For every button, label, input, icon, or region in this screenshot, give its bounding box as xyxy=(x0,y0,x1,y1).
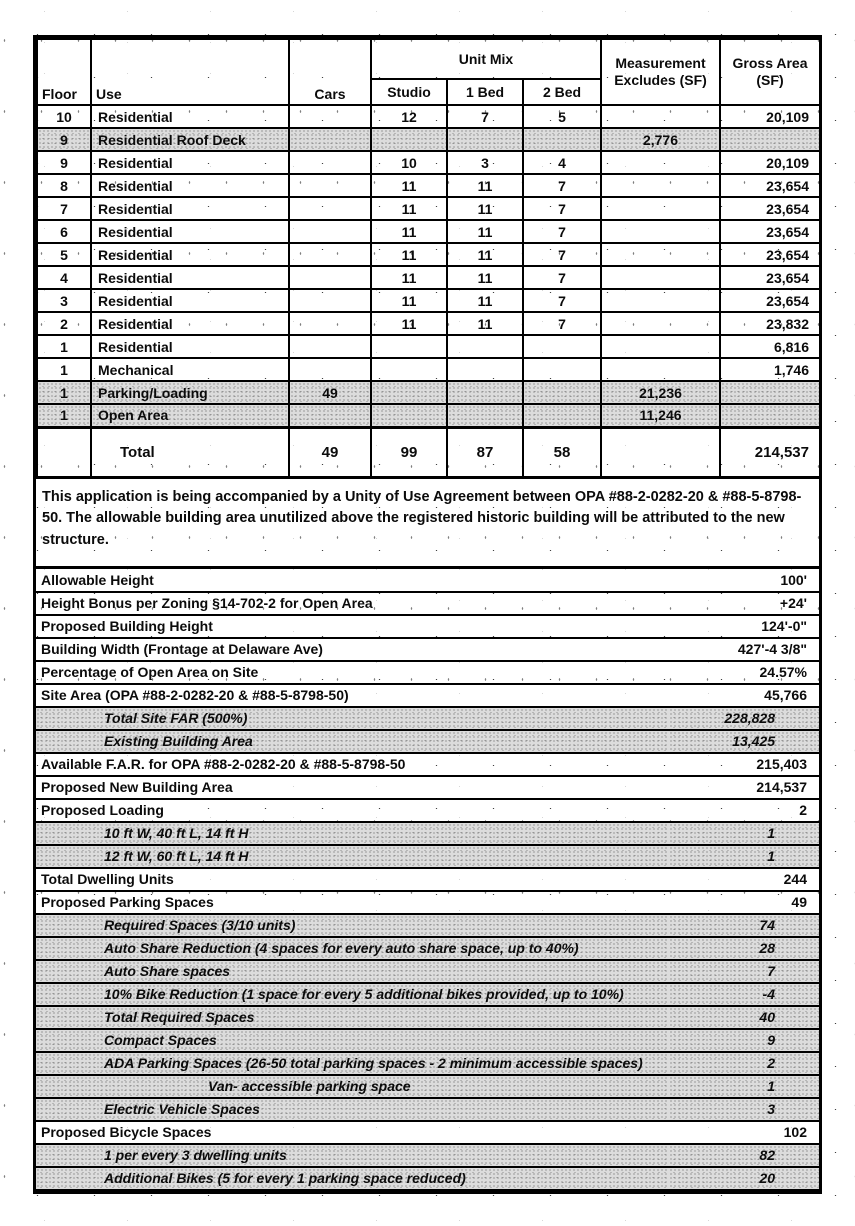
summary-row xyxy=(36,1121,819,1144)
summary-value: +24' xyxy=(669,592,819,615)
one-bed-cell: 11 xyxy=(447,312,523,335)
floor-cell: 1 xyxy=(37,381,91,404)
total-excludes xyxy=(601,427,720,477)
excludes-cell: 2,776 xyxy=(601,128,720,151)
gross-area-cell: 23,654 xyxy=(720,220,820,243)
floor-cell: 9 xyxy=(37,151,91,174)
use-cell: Residential xyxy=(91,220,289,243)
summary-label: Height Bonus per Zoning §14-702-2 for Open Area xyxy=(36,592,669,615)
floor-row xyxy=(37,266,820,289)
two-bed-cell: 7 xyxy=(523,220,601,243)
two-bed-cell: 5 xyxy=(523,105,601,128)
summary-value: 49 xyxy=(669,891,819,914)
summary-value: 2 xyxy=(669,799,819,822)
floor-row xyxy=(37,358,820,381)
gross-area-cell: 23,832 xyxy=(720,312,820,335)
summary-row xyxy=(36,891,819,914)
summary-label: 10% Bike Reduction (1 space for every 5 additional bikes provided, up to 10%) xyxy=(36,983,669,1006)
cars-cell: 49 xyxy=(289,381,371,404)
summary-row xyxy=(36,638,819,661)
summary-row xyxy=(36,1144,819,1167)
summary-row xyxy=(36,1029,819,1052)
studio-cell: 11 xyxy=(371,220,447,243)
floor-row xyxy=(37,197,820,220)
cars-cell xyxy=(289,220,371,243)
summary-row xyxy=(36,615,819,638)
use-cell: Residential xyxy=(91,197,289,220)
use-cell: Residential xyxy=(91,335,289,358)
summary-value: 228,828 xyxy=(669,707,819,730)
floor-cell: 8 xyxy=(37,174,91,197)
studio-cell: 11 xyxy=(371,197,447,220)
summary-row xyxy=(36,1006,819,1029)
summary-value: 2 xyxy=(669,1052,819,1075)
one-bed-cell: 11 xyxy=(447,220,523,243)
summary-value: 13,425 xyxy=(669,730,819,753)
zoning-summary-table xyxy=(36,569,819,1191)
summary-label: 10 ft W, 40 ft L, 14 ft H xyxy=(36,822,669,845)
one-bed-cell: 3 xyxy=(447,151,523,174)
total-two-bed: 58 xyxy=(523,427,601,477)
summary-row xyxy=(36,1052,819,1075)
col-header-use: Use xyxy=(91,39,289,105)
two-bed-cell xyxy=(523,404,601,427)
use-cell: Residential xyxy=(91,105,289,128)
summary-label: Total Required Spaces xyxy=(36,1006,669,1029)
summary-row xyxy=(36,822,819,845)
studio-cell: 11 xyxy=(371,312,447,335)
summary-row xyxy=(36,937,819,960)
floor-cell xyxy=(37,427,91,477)
cars-cell xyxy=(289,128,371,151)
cars-cell xyxy=(289,312,371,335)
summary-row xyxy=(36,707,819,730)
floor-cell: 3 xyxy=(37,289,91,312)
summary-row xyxy=(36,983,819,1006)
summary-label: Electric Vehicle Spaces xyxy=(36,1098,669,1121)
summary-row xyxy=(36,776,819,799)
studio-cell xyxy=(371,358,447,381)
summary-value: 1 xyxy=(669,822,819,845)
summary-row xyxy=(36,845,819,868)
one-bed-cell: 7 xyxy=(447,105,523,128)
measurement-header-line1: Measurement xyxy=(615,54,706,71)
summary-value: 124'-0" xyxy=(669,615,819,638)
summary-row xyxy=(36,753,819,776)
summary-label: Allowable Height xyxy=(36,569,669,592)
summary-value: 102 xyxy=(669,1121,819,1144)
use-cell: Residential xyxy=(91,266,289,289)
gross-area-cell: 20,109 xyxy=(720,151,820,174)
summary-label: Total Dwelling Units xyxy=(36,868,669,891)
summary-value: 215,403 xyxy=(669,753,819,776)
two-bed-cell: 7 xyxy=(523,312,601,335)
floor-row xyxy=(37,335,820,358)
two-bed-cell: 4 xyxy=(523,151,601,174)
summary-label: Proposed Bicycle Spaces xyxy=(36,1121,669,1144)
col-header-cars: Cars xyxy=(289,39,371,105)
two-bed-cell xyxy=(523,358,601,381)
studio-cell xyxy=(371,381,447,404)
summary-label: Existing Building Area xyxy=(36,730,669,753)
use-cell: Residential xyxy=(91,151,289,174)
floor-cell: 1 xyxy=(37,404,91,427)
gross-area-cell: 23,654 xyxy=(720,243,820,266)
cars-cell xyxy=(289,335,371,358)
floor-cell: 2 xyxy=(37,312,91,335)
gross-area-cell: 20,109 xyxy=(720,105,820,128)
floor-cell: 5 xyxy=(37,243,91,266)
two-bed-cell xyxy=(523,335,601,358)
gross-area-cell xyxy=(720,381,820,404)
excludes-cell: 11,246 xyxy=(601,404,720,427)
summary-row xyxy=(36,1167,819,1190)
summary-label: Van- accessible parking space xyxy=(36,1075,669,1098)
studio-cell xyxy=(371,335,447,358)
floor-row xyxy=(37,174,820,197)
summary-value: 82 xyxy=(669,1144,819,1167)
summary-row xyxy=(36,914,819,937)
gross-area-cell: 6,816 xyxy=(720,335,820,358)
use-cell: Residential xyxy=(91,289,289,312)
summary-value: 1 xyxy=(669,1075,819,1098)
floor-row xyxy=(37,220,820,243)
unity-of-use-note: This application is being accompanied by a Unity of Use Agreement between OPA #88-2-0282-20 & #88-5-8798-50. The allowable building area unutilized above the registered historic building will be attributed to the new structure. xyxy=(36,479,819,569)
summary-label: Compact Spaces xyxy=(36,1029,669,1052)
summary-row xyxy=(36,868,819,891)
excludes-cell xyxy=(601,220,720,243)
summary-row xyxy=(36,960,819,983)
cars-cell xyxy=(289,174,371,197)
summary-label: ADA Parking Spaces (26-50 total parking spaces - 2 minimum accessible spaces) xyxy=(36,1052,669,1075)
summary-row xyxy=(36,799,819,822)
excludes-cell xyxy=(601,151,720,174)
floor-row xyxy=(37,243,820,266)
gross-area-cell xyxy=(720,128,820,151)
summary-value: 24.57% xyxy=(669,661,819,684)
gross-area-cell xyxy=(720,404,820,427)
summary-label: Available F.A.R. for OPA #88-2-0282-20 & #88-5-8798-50 xyxy=(36,753,669,776)
summary-value: 214,537 xyxy=(669,776,819,799)
one-bed-cell: 11 xyxy=(447,197,523,220)
document-sheet xyxy=(33,35,822,1194)
one-bed-cell xyxy=(447,335,523,358)
summary-row xyxy=(36,1075,819,1098)
excludes-cell xyxy=(601,105,720,128)
summary-value: 20 xyxy=(669,1167,819,1190)
studio-cell xyxy=(371,128,447,151)
gross-area-cell: 23,654 xyxy=(720,266,820,289)
cars-cell xyxy=(289,358,371,381)
summary-value: 1 xyxy=(669,845,819,868)
total-studio: 99 xyxy=(371,427,447,477)
cars-cell xyxy=(289,289,371,312)
summary-label: Building Width (Frontage at Delaware Ave) xyxy=(36,638,669,661)
summary-value: 74 xyxy=(669,914,819,937)
cars-cell xyxy=(289,404,371,427)
two-bed-cell: 7 xyxy=(523,197,601,220)
summary-value: 244 xyxy=(669,868,819,891)
summary-value: 3 xyxy=(669,1098,819,1121)
summary-value: 40 xyxy=(669,1006,819,1029)
floor-row xyxy=(37,404,820,427)
cars-cell xyxy=(289,266,371,289)
summary-value: 7 xyxy=(669,960,819,983)
excludes-cell xyxy=(601,243,720,266)
studio-cell: 12 xyxy=(371,105,447,128)
one-bed-cell xyxy=(447,404,523,427)
two-bed-cell: 7 xyxy=(523,243,601,266)
floor-use-table xyxy=(36,38,821,479)
gross-area-header-line2: (SF) xyxy=(756,72,784,88)
summary-label: Site Area (OPA #88-2-0282-20 & #88-5-8798-50) xyxy=(36,684,669,707)
total-label: Total xyxy=(91,427,289,477)
total-cars: 49 xyxy=(289,427,371,477)
summary-label: Percentage of Open Area on Site xyxy=(36,661,669,684)
summary-label: Total Site FAR (500%) xyxy=(36,707,669,730)
excludes-cell xyxy=(601,312,720,335)
studio-cell: 11 xyxy=(371,289,447,312)
cars-cell xyxy=(289,151,371,174)
col-header-floor: Floor xyxy=(37,39,91,105)
floor-cell: 6 xyxy=(37,220,91,243)
excludes-cell xyxy=(601,335,720,358)
one-bed-cell xyxy=(447,358,523,381)
summary-label: 12 ft W, 60 ft L, 14 ft H xyxy=(36,845,669,868)
excludes-cell xyxy=(601,358,720,381)
floor-cell: 1 xyxy=(37,358,91,381)
one-bed-cell xyxy=(447,128,523,151)
use-cell: Mechanical xyxy=(91,358,289,381)
floor-cell: 9 xyxy=(37,128,91,151)
summary-label: Proposed Building Height xyxy=(36,615,669,638)
two-bed-cell xyxy=(523,128,601,151)
use-cell: Residential xyxy=(91,243,289,266)
studio-cell: 11 xyxy=(371,174,447,197)
summary-label: Auto Share Reduction (4 spaces for every auto share space, up to 40%) xyxy=(36,937,669,960)
summary-row xyxy=(36,730,819,753)
two-bed-cell: 7 xyxy=(523,289,601,312)
summary-value: -4 xyxy=(669,983,819,1006)
excludes-cell xyxy=(601,197,720,220)
cars-cell xyxy=(289,197,371,220)
col-header-measurement-excludes xyxy=(601,39,720,105)
total-one-bed: 87 xyxy=(447,427,523,477)
one-bed-cell: 11 xyxy=(447,243,523,266)
floor-row xyxy=(37,312,820,335)
summary-value: 100' xyxy=(669,569,819,592)
summary-row xyxy=(36,661,819,684)
summary-row xyxy=(36,592,819,615)
gross-area-cell: 23,654 xyxy=(720,174,820,197)
two-bed-cell: 7 xyxy=(523,174,601,197)
col-header-1-bed: 1 Bed xyxy=(447,79,523,105)
floor-row xyxy=(37,128,820,151)
excludes-cell xyxy=(601,174,720,197)
measurement-header-line2: Excludes (SF) xyxy=(614,72,707,88)
floor-cell: 1 xyxy=(37,335,91,358)
floor-cell: 7 xyxy=(37,197,91,220)
total-row xyxy=(37,427,820,477)
summary-label: Proposed New Building Area xyxy=(36,776,669,799)
summary-value: 28 xyxy=(669,937,819,960)
studio-cell xyxy=(371,404,447,427)
col-header-studio: Studio xyxy=(371,79,447,105)
gross-area-cell: 1,746 xyxy=(720,358,820,381)
summary-label: Required Spaces (3/10 units) xyxy=(36,914,669,937)
summary-value: 45,766 xyxy=(669,684,819,707)
use-cell: Residential Roof Deck xyxy=(91,128,289,151)
one-bed-cell: 11 xyxy=(447,266,523,289)
col-header-2-bed: 2 Bed xyxy=(523,79,601,105)
floor-row xyxy=(37,105,820,128)
total-gross-area: 214,537 xyxy=(720,427,820,477)
summary-label: 1 per every 3 dwelling units xyxy=(36,1144,669,1167)
studio-cell: 11 xyxy=(371,266,447,289)
floor-cell: 10 xyxy=(37,105,91,128)
excludes-cell xyxy=(601,289,720,312)
summary-row xyxy=(36,569,819,592)
two-bed-cell: 7 xyxy=(523,266,601,289)
use-cell: Residential xyxy=(91,174,289,197)
gross-area-cell: 23,654 xyxy=(720,289,820,312)
use-cell: Open Area xyxy=(91,404,289,427)
summary-label: Proposed Loading xyxy=(36,799,669,822)
one-bed-cell: 11 xyxy=(447,174,523,197)
col-header-gross-area xyxy=(720,39,820,105)
floor-cell: 4 xyxy=(37,266,91,289)
floor-table-header xyxy=(37,39,820,105)
one-bed-cell: 11 xyxy=(447,289,523,312)
gross-area-cell: 23,654 xyxy=(720,197,820,220)
floor-row xyxy=(37,151,820,174)
excludes-cell: 21,236 xyxy=(601,381,720,404)
floor-row xyxy=(37,381,820,404)
one-bed-cell xyxy=(447,381,523,404)
summary-value: 427'-4 3/8" xyxy=(669,638,819,661)
col-header-unit-mix: Unit Mix xyxy=(371,39,601,79)
cars-cell xyxy=(289,243,371,266)
summary-label: Auto Share spaces xyxy=(36,960,669,983)
gross-area-header-line1: Gross Area xyxy=(732,54,808,71)
use-cell: Residential xyxy=(91,312,289,335)
summary-row xyxy=(36,684,819,707)
summary-value: 9 xyxy=(669,1029,819,1052)
summary-label: Proposed Parking Spaces xyxy=(36,891,669,914)
excludes-cell xyxy=(601,266,720,289)
use-cell: Parking/Loading xyxy=(91,381,289,404)
cars-cell xyxy=(289,105,371,128)
studio-cell: 10 xyxy=(371,151,447,174)
summary-label: Additional Bikes (5 for every 1 parking space reduced) xyxy=(36,1167,669,1190)
studio-cell: 11 xyxy=(371,243,447,266)
two-bed-cell xyxy=(523,381,601,404)
floor-row xyxy=(37,289,820,312)
summary-row xyxy=(36,1098,819,1121)
